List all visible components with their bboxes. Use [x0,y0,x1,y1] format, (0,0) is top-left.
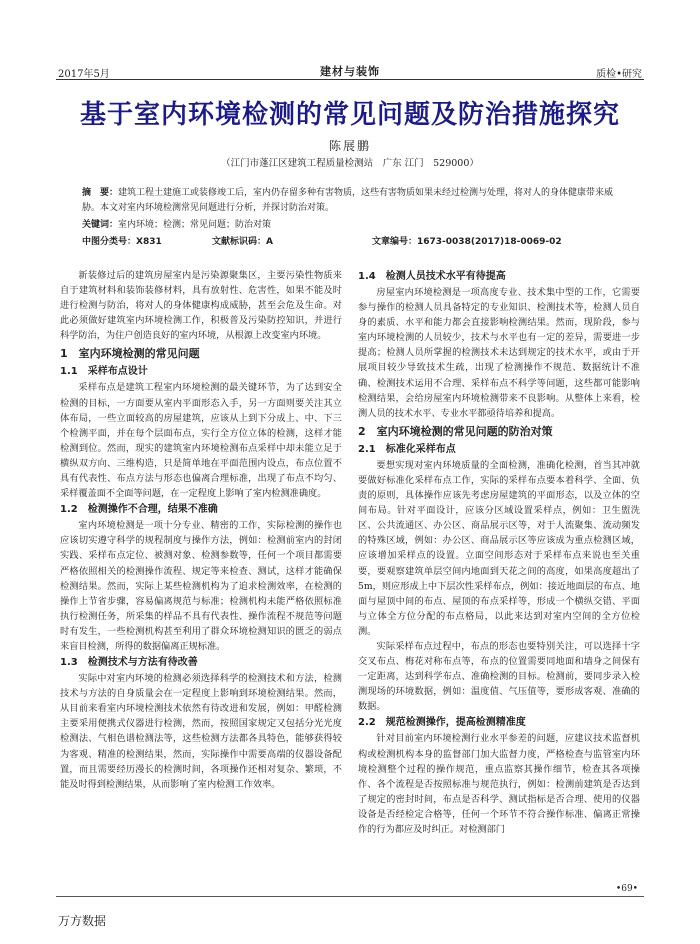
classification-row [82,235,618,250]
document-code: 文献标识码：A [212,237,273,247]
subsection-heading: 1.3 检测技术与方法有待改善 [60,657,198,669]
subsection-heading: 1.4 检测人员技术水平有待提高 [358,271,506,282]
left-column [60,268,342,792]
body-paragraph: 房屋室内环境检测是一项高度专业、技术集中型的工作，它需要参与操作的检测人员具备特定的专业知识、检测技术等，检测人员自身的素质、水平和能力都会直接影响检测结果。然而，现阶段，参与室内环境检测的人员较少，技术与水平也有一定的差异，需要进一步提高；检测人员所掌握的检测技术未达到规定的技术水平，或由于开展项目较少导致技术生疏，出现了检测操作不规范、数据统计不准确、检测技术运用不合理、采样布点不科学等问题，这些都可能影响检测结果，会给房屋室内环境检测带来不良影响。从整体上来看，检测人员的技术水平、专业水平都亟待培养和提高。 [358,287,640,419]
body-paragraph: 针对目前室内环境检测行业水平参差的问题，应建议技术监督机构或检测机构本身的监督部门加大监督力度，严格检查与监管室内环境检测整个过程的操作规范，重点监察其操作细节，检查其各项操作、各个流程是否按照标准与规范执行，例如：检测前建筑是否达到了规定的密封时间，布点是否科学、测试指标是否合理、使用的仪器设备是否经检定合格等，任何一个环节不符合操作标准、偏离正常操作的行为都应及时纠正。对检测部门 [358,733,640,835]
header-date: 2017年5月 [58,69,110,80]
body-paragraph: 实际中对室内环境的检测必须选择科学的检测技术和方法，检测技术与方法的自身质量会在一定程度上影响到环境检测结果。然而，从目前来看室内环境检测技术依然有待改进和发展，例如：甲醛检测主要采用便携式仪器进行检测，然而，按照国家规定又包括分光光度检测法、气相色谱检测法等，这些检测方法都各具特色，能够获得较为客观、精准的检测结果，然而，实际操作中需要高端的仪器设备配置，而且需要经历漫长的检测时间，各项操作还相对复杂、繁琐，不能及时得到检测结果，从而影响了室内检测工作效率。 [60,673,342,790]
header-journal: 建材与装饰 [320,65,380,78]
section-heading: 2 室内环境检测的常见问题的防治对策 [358,424,553,438]
intro-paragraph: 新装修过后的建筑房屋室内是污染源聚集区，主要污染性物质来自于建筑材料和装饰装修材料，具有放射性、危害性，如果不能及时进行检测与防治，将对人的身体健康构成威胁，甚至会危及生命。对此必须做好建筑室内环境检测工作，积极普及污染防控知识，并进行科学防治，为住户创造良好的室内环境，从根源上改变室内环境。 [60,270,342,342]
keywords-line [82,218,618,233]
keywords-text: 室内环境；检测；常见问题；防治对策 [118,220,272,230]
paper-title: 基于室内环境检测的常见问题及防治措施探究 [79,100,620,130]
subsection-heading: 1.1 采样布点设计 [60,366,148,378]
clc-number: 中图分类号：X831 [82,237,162,247]
body-paragraph: 要想实现对室内环境质量的全面检测，准确化检测，首当其冲就要做好标准化采样布点工作，实际的采样布点要本着科学、全面、负责的原则，具体操作应该先考虑房屋建筑的平面形态，以及立体的空间布局。针对平面设计，应该分区域设置采样点，例如：卫生盥洗区、公共流通区、办公区、商品展示区等，对于人流聚集、流动频发的特殊区域，例如：办公区、商品展示区等应该成为重点检测区域，应该增加采样点的设置。立面空间形态对于采样布点来说也至关重要，要观察建筑单层空间内地面到天花之间的高度，如果高度超出了5m，则应形成上中下层次性采样布点，例如：接近地面层的布点、地面与屋顶中间的布点、屋顶的布点采样等，形成一个横纵交错、平面与立体全方位分配的布点格局，以此来达到对室内空间的全方位检测。 [358,459,640,637]
subsection-heading: 2.1 标准化采样布点 [358,443,456,455]
right-column [358,268,640,837]
subsection-heading: 2.2 规范检测操作，提高检测精准度 [358,717,526,729]
section-heading: 1 室内环境检测的常见问题 [60,347,200,361]
abstract-label: 摘 要： [82,188,119,198]
article-number: 文章编号：1673-0038(2017)18-0069-02 [372,237,562,247]
keywords-label: 关键词： [82,220,119,230]
abstract-block [82,186,618,250]
author-name: 陈展鹏 [328,139,371,153]
author-affiliation: （江门市蓬江区建筑工程质量检测站 广东 江门 529000） [221,158,479,169]
header-section: 质检•研究 [596,69,642,80]
footer-divider [56,896,644,897]
abstract-paragraph [82,186,618,216]
running-header [56,58,644,80]
abstract-text: 建筑工程土建施工或装修竣工后，室内仍存留多种有害物质，这些有害物质如果未经过检测与处理，将对人的身体健康带来威胁。本文对室内环境检测常见问题进行分析，并探讨防治对策。 [82,188,614,213]
body-paragraph: 采样布点是建筑工程室内环境检测的最关键环节，为了达到安全检测的目标，一方面要从室内平面形态入手，另一方面则要关注其立体布局，一些立面较高的房屋建筑，应该从上到下分成上、中、下三个检测平面，并在每个层面布点，实行全方位立体的检测，这样才能检测到位。然而，现实的建筑室内环境检测布点采样中却未能立足于横纵双方向、三维构造，只是简单地在平面范围内设点，布点位置不具有代表性、布点方法与形态也偏离合理标准，出现了布点不均匀、采样覆盖面不全面等问题，在一定程度上影响了室内检测准确度。 [60,382,342,500]
body-paragraph: 实际采样布点过程中，布点的形态也要特别关注，可以选择十字交叉布点、梅花对称布点等，布点的位置需要同地面和墙身之间保有一定距离，达到科学布点、准确检测的目标。检测前，要同步录入检测现场的环境数据，例如：温度值、气压值等，要形成客观、准确的数据。 [358,640,640,713]
database-watermark: 万方数据 [58,914,107,928]
body-paragraph: 室内环境检测是一项十分专业、精密的工作，实际检测的操作也应该切实遵守科学的规程制度与操作方法，例如：检测前室内的封闭实践、采样布点定位、被测对象、检测参数等，任何一个项目都需要严格依照相关的检测操作流程、规定等来检查、测试，这样才能确保检测结果。然而，实际上某些检测机构为了追求检测效率，在检测的操作上节省步骤，容易偏离规范与标准；检测机构未能严格依照标准执行检测任务，所采集的样品不具有代表性、操作流程不规范等问题时有发生，一些检测机构甚至利用了群众环境检测知识的匮乏的弱点来盲目检测，所得的数据偏离正规标准。 [60,520,342,652]
page-number: •69• [615,884,638,894]
subsection-heading: 1.2 检测操作不合理，结果不准确 [60,504,218,516]
